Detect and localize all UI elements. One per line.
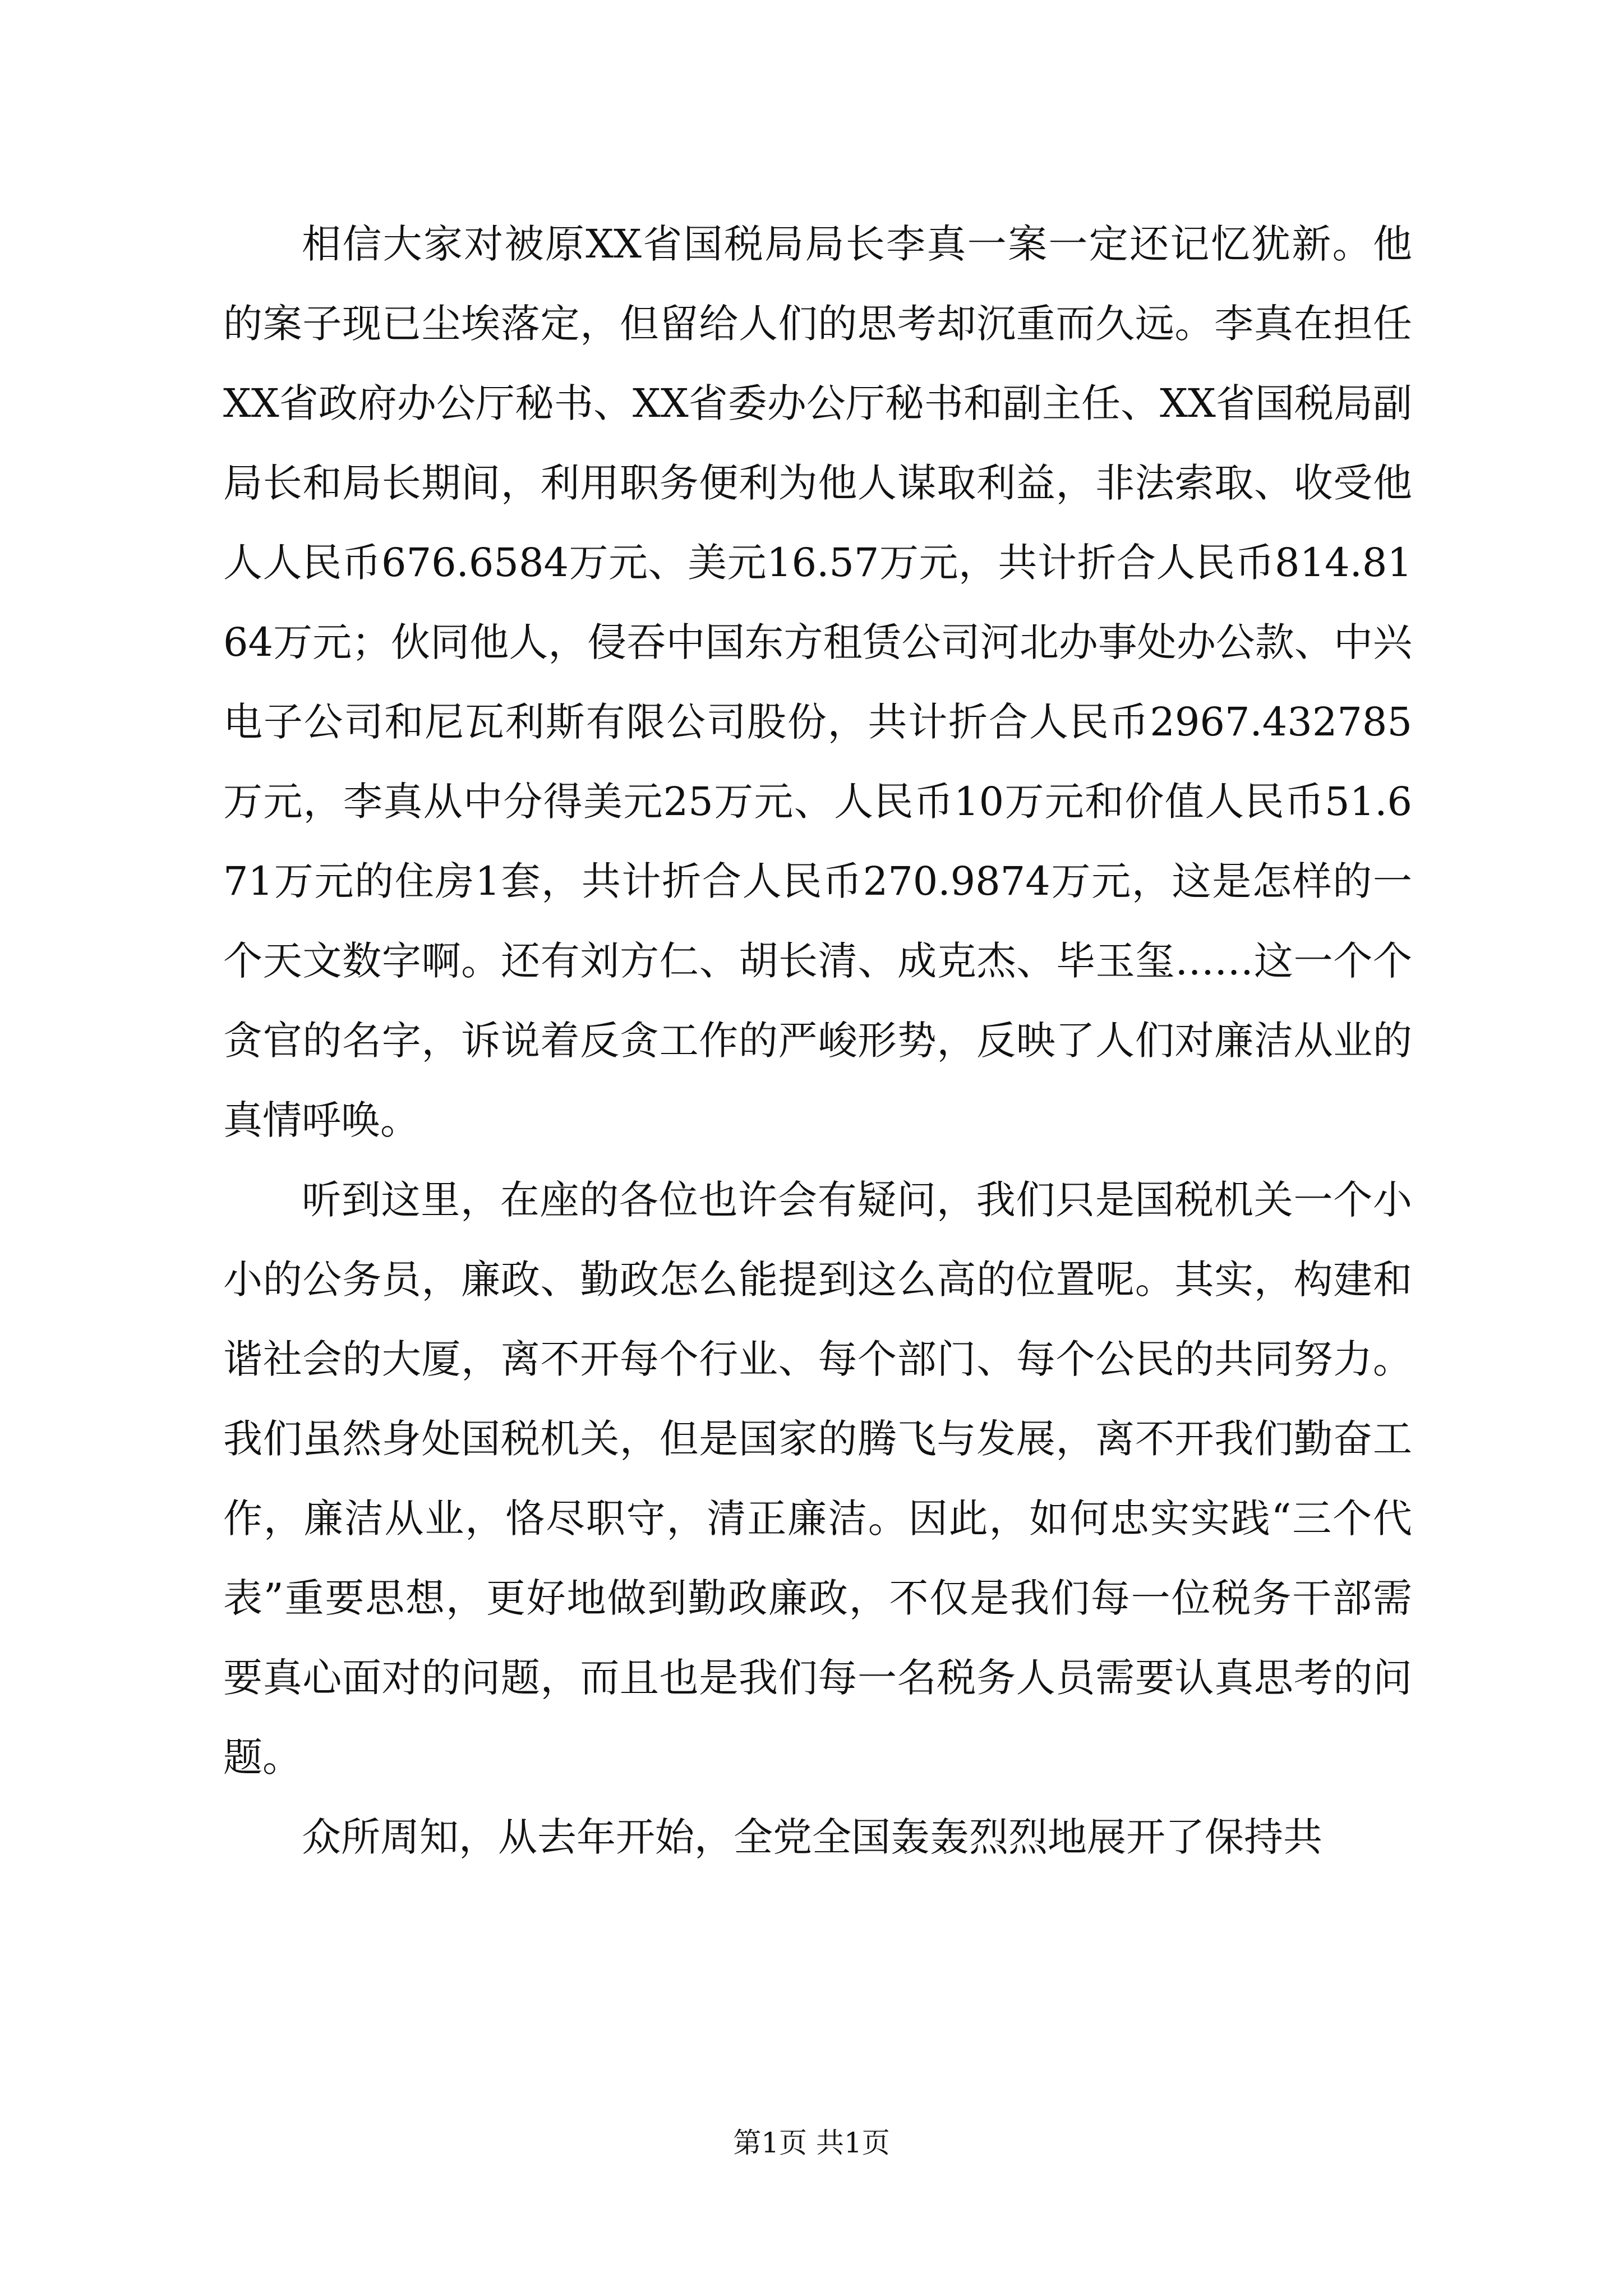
paragraph-2: 听到这里，在座的各位也许会有疑问，我们只是国税机关一个小小的公务员，廉政、勤政怎么能提到这么高的位置呢。其实，构建和谐社会的大厦，离不开每个行业、每个部门、每个公民的共同努力。我们虽然身处国税机关，但是国家的腾飞与发展，离不开我们勤奋工作，廉洁从业，恪尽职守，清正廉洁。因此，如何忠实实践“三个代表”重要思想，更好地做到勤政廉政，不仅是我们每一位税务干部需要真心面对的问题，而且也是我们每一名税务人员需要认真思考的问题。	[223, 1177, 1412, 1780]
paragraph-3: 众所周知，从去年开始，全党全国轰轰烈烈地展开了保持共	[302, 1814, 1322, 1860]
page-footer: 第1页 共1页	[733, 2127, 890, 2159]
paragraph-1: 相信大家对被原XX省国税局局长李真一案一定还记忆犹新。他的案子现已尘埃落定，但留给人们的思考却沉重而久远。李真在担任XX省政府办公厅秘书、XX省委办公厅秘书和副主任、XX省国税局副局长和局长期间，利用职务便利为他人谋取利益，非法索取、收受他人人民币676.6584万元、美元16.57万元，共计折合人民币814.8164万元；伙同他人，侵吞中国东方租赁公司河北办事处办公款、中兴电子公司和尼瓦利斯有限公司股份，共计折合人民币2967.432785万元，李真从中分得美元25万元、人民币10万元和价值人民币51.671万元的住房1套，共计折合人民币270.9874万元，这是怎样的一个天文数字啊。还有刘方仁、胡长清、成克杰、毕玉玺……这一个个贪官的名字，诉说着反贪工作的严峻形势，反映了人们对廉洁从业的真情呼唤。	[223, 221, 1412, 1143]
document-body	[223, 204, 1412, 1877]
